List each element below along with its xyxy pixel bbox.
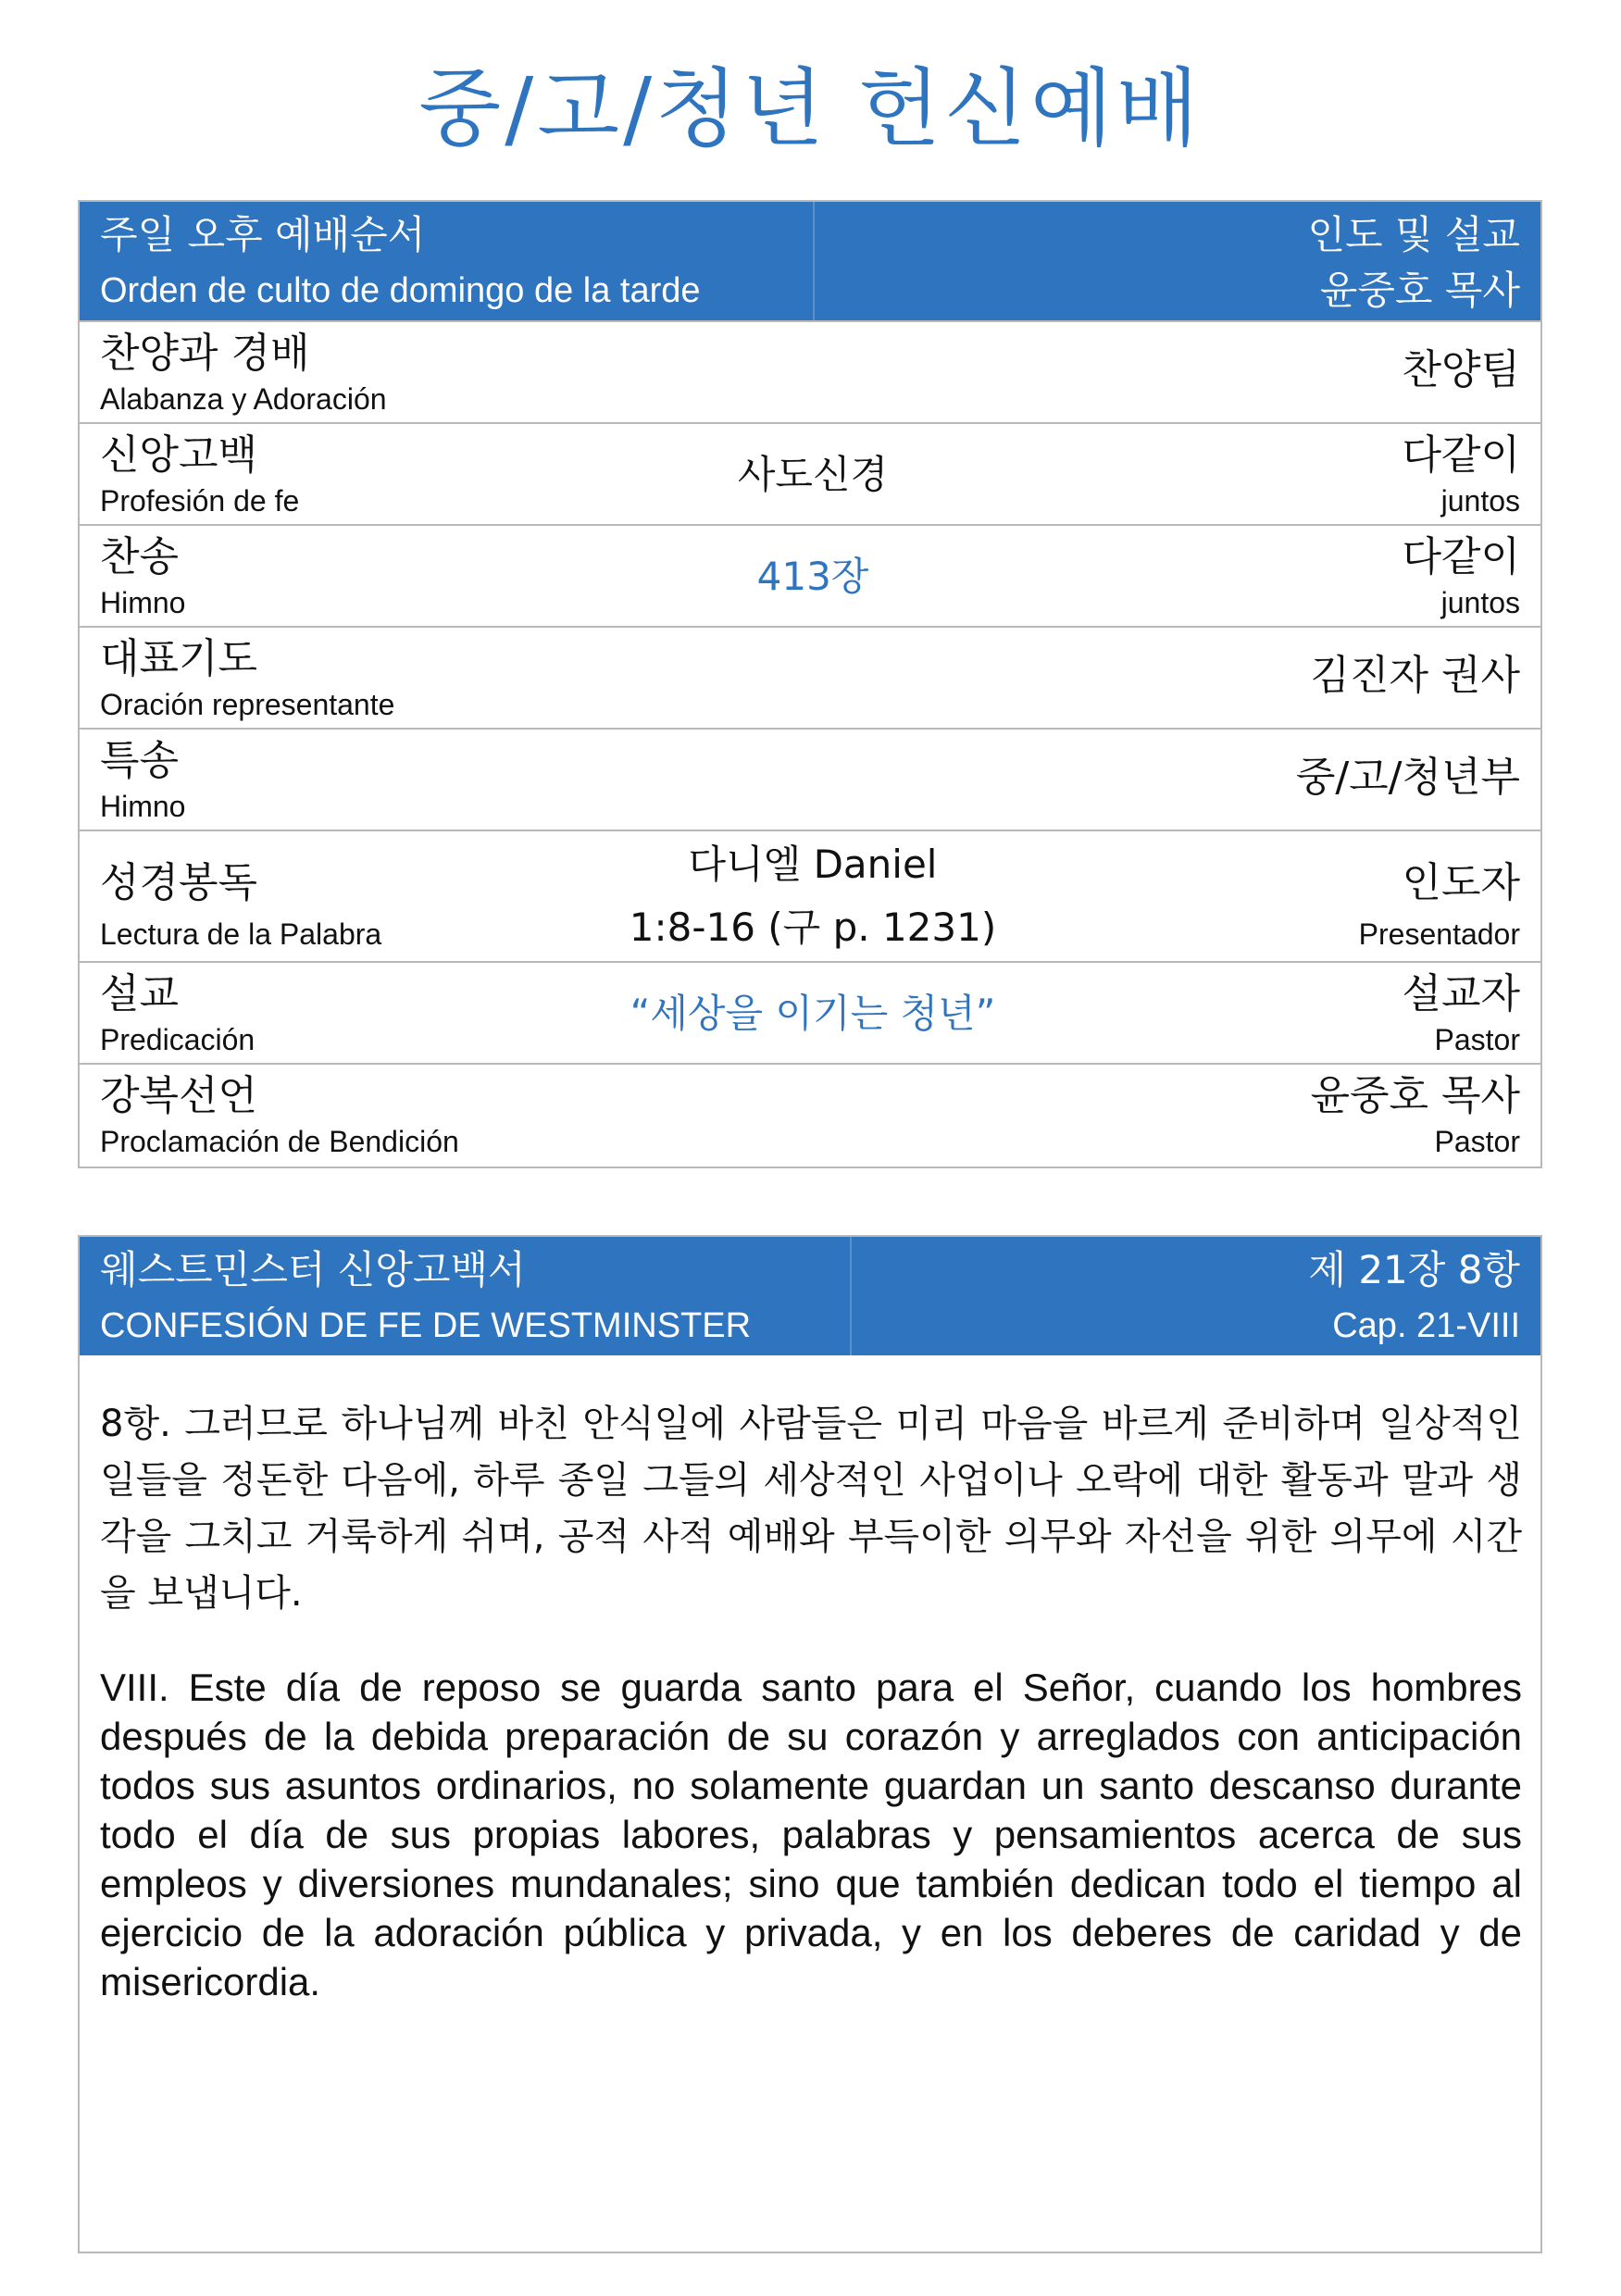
worship-order-table (78, 200, 1542, 1168)
row-label-es: Predicación (100, 1023, 256, 1056)
confession-text-es: VIII. Este día de reposo se guarda santo para el Señor, cuando los hombres después de la debida preparación de su corazón y arreglados con anticipación todos sus asuntos ordinarios, no solamente guardan un santo descanso durante todo el día de sus propias labores, palabras y pensamientos acerca de sus empleos y diversiones mundanales; sino que también dedican todo el tiempo al ejercicio de la adoración pública y privada, y en los deberes de caridad y de misericordia. (100, 1666, 1522, 2003)
row-leader-ko: 설교자 (1402, 970, 1520, 1017)
header-divider (813, 202, 815, 320)
confession-text-ko: 8항. 그러므로 하나님께 바친 안식일에 사람들은 미리 마음을 바르게 준비하며 일상적인 일들을 정돈한 다음에, 하루 종일 그들의 세상적인 사업이나 오락에 대한 활동과 말과 생각을 그치고 거룩하게 쉬며, 공적 사적 예배와 부득이한 의무와 자선을 위한 의무에 시간을 보냅니다. (100, 1403, 1522, 1615)
header-divider (850, 1237, 852, 1355)
row-leader-ko: 인도자 (1402, 859, 1520, 906)
order-header-title-es: Orden de culto de domingo de la tarde (100, 271, 701, 310)
row-leader-ko: 다같이 (1402, 431, 1520, 479)
row-label (100, 967, 255, 1057)
row-label-es: Oración representante (100, 688, 395, 721)
row-label (100, 850, 381, 952)
row-label-ko: 성경봉독 (100, 859, 258, 906)
order-header-leader-label: 인도 및 설교 (1307, 212, 1520, 257)
row-leader (1310, 1068, 1520, 1159)
order-row-praise (80, 322, 1540, 424)
row-label-ko: 강복선언 (100, 1072, 258, 1119)
order-row-benediction (80, 1065, 1540, 1167)
order-row-special-song (80, 730, 1540, 831)
row-leader-es: juntos (1440, 586, 1520, 619)
order-row-prayer (80, 628, 1540, 730)
row-label-es: Profesión de fe (100, 484, 300, 518)
row-leader-ko: 찬양팀 (1402, 346, 1520, 393)
row-leader-es: Pastor (1434, 1125, 1520, 1158)
row-leader-es: Presentador (1358, 917, 1520, 951)
order-row-sermon (80, 963, 1540, 1065)
confession-box (78, 1235, 1542, 2253)
row-leader (1402, 343, 1520, 398)
scripture-verses: 1:8-16 (구 p. 1231) (629, 905, 997, 950)
row-label (100, 1068, 459, 1159)
order-header-left (100, 207, 701, 318)
row-leader (1359, 850, 1520, 952)
row-leader (1402, 428, 1520, 518)
order-header-leader-name: 윤중호 목사 (1319, 268, 1520, 313)
confession-header-left (100, 1242, 751, 1354)
row-label-ko: 찬송 (100, 533, 180, 580)
row-label-es: Alabanza y Adoración (100, 382, 387, 416)
row-label (100, 733, 185, 824)
confession-chapter-ko: 제 21장 8항 (1308, 1247, 1520, 1292)
order-row-profession (80, 424, 1540, 526)
row-label-es: Lectura de la Palabra (100, 917, 382, 951)
scripture-book: 다니엘 Daniel (688, 842, 938, 887)
sermon-title: “세상을 이기는 청년” (630, 991, 996, 1036)
row-leader (1296, 750, 1520, 805)
row-label (100, 428, 299, 518)
row-leader-ko: 김진자 권사 (1310, 652, 1520, 699)
row-label-ko: 신앙고백 (100, 431, 258, 479)
row-label-es: Himno (100, 586, 186, 619)
confession-chapter-es: Cap. 21-VIII (1332, 1306, 1520, 1345)
row-leader (1402, 967, 1520, 1057)
order-header-right (1307, 207, 1520, 318)
row-label-es: Himno (100, 790, 186, 823)
row-label-es: Proclamación de Bendición (100, 1125, 459, 1158)
row-leader (1310, 648, 1520, 704)
row-label (100, 631, 394, 722)
row-leader-es: Pastor (1434, 1023, 1520, 1056)
confession-header (80, 1237, 1540, 1355)
row-leader-ko: 다같이 (1402, 533, 1520, 580)
row-label (100, 326, 387, 417)
page-title: 중/고/청년 헌신예배 (418, 59, 1203, 158)
hymn-number: 413장 (756, 554, 869, 599)
order-row-scripture (80, 831, 1540, 963)
scripture-reference (443, 833, 1183, 959)
order-row-hymn (80, 526, 1540, 628)
row-label-ko: 찬양과 경배 (100, 330, 310, 377)
confession-title-es: CONFESIÓN DE FE DE WESTMINSTER (100, 1306, 752, 1345)
row-label-ko: 대표기도 (100, 635, 258, 682)
row-content: 사도신경 (737, 452, 889, 497)
order-table-header (80, 202, 1540, 322)
row-leader-ko: 윤중호 목사 (1310, 1072, 1520, 1119)
row-leader-es: juntos (1440, 484, 1520, 518)
row-leader (1402, 530, 1520, 620)
row-label-ko: 설교 (100, 970, 180, 1017)
confession-title-ko: 웨스트민스터 신앙고백서 (100, 1247, 526, 1292)
row-label (100, 530, 185, 620)
row-label-ko: 특송 (100, 737, 180, 784)
order-header-title-ko: 주일 오후 예배순서 (100, 212, 426, 257)
confession-header-right (1308, 1242, 1520, 1354)
row-leader-ko: 중/고/청년부 (1295, 754, 1520, 801)
